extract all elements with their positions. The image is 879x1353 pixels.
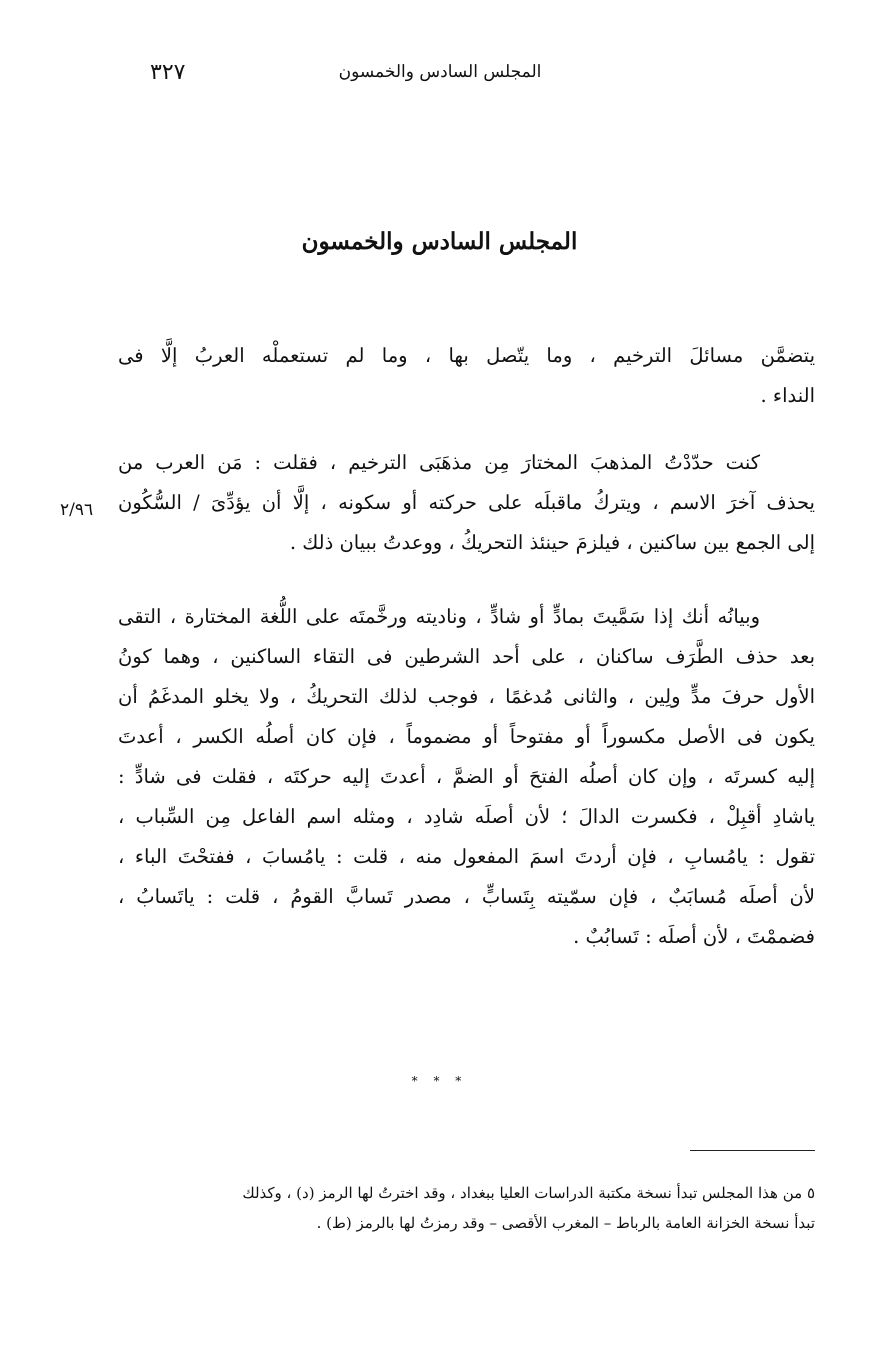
intro-line: النداء . [760, 384, 815, 407]
section-separator: * * * [411, 1074, 468, 1088]
paragraph-2-line: إليه كسرتَه ، وإن كان أصلُه الفتحَ أو الضمَّ ، أعدتَ إليه حركتَه ، فقلت فى شادٍّ : [118, 765, 815, 788]
paragraph-2-line: وبيانُه أنك إذا سَمَّيتَ بمادٍّ أو شادٍّ ، وناديته ورخَّمتَه على اللُّغة المختارة ، التقى [118, 605, 760, 628]
paragraph-2-line: لأن أصلَه مُسابَبٌ ، فإن سمّيته بِتَسابٍّ ، مصدر تَسابَّ القومُ ، قلت : ياتَسابُ ، [118, 885, 815, 908]
footnote-line: تبدأ نسخة الخزانة العامة بالرباط – المغرب الأقصى – وقد رمزتُ لها بالرمز (ط) . [316, 1214, 815, 1232]
margin-folio-note: ٢/٩٦ [60, 500, 94, 520]
paragraph-1-line: إلى الجمع بين ساكنين ، فيلزمَ حينئذ التحريكُ ، ووعدتُ ببيان ذلك . [289, 531, 815, 554]
running-title: المجلس السادس والخمسون [338, 62, 542, 82]
paragraph-2-line: تقول : يامُسابِ ، فإن أردتَ اسمَ المفعول منه ، قلت : يامُسابَ ، ففتحْتَ الباء ، [118, 845, 815, 868]
paragraph-1-line: يحذف آخرَ الاسم ، ويتركُ ماقبلَه على حركته أو سكونه ، إلَّا أن يؤدِّىَ / السُّكُون [118, 491, 815, 514]
paragraph-2-line: بعد حذف الطَّرَف ساكنان ، على أحد الشرطين فى التقاء الساكنين ، وهما كونُ [118, 645, 815, 668]
paragraph-2-line: الأول حرفَ مدٍّ ولِين ، والثانى مُدغمًا ، فوجب لذلك التحريكُ ، ولا يخلو المدغَمُ أن [118, 685, 815, 708]
paragraph-1-line: كنت حدّدْتُ المذهبَ المختارَ مِن مذهَبَى الترخيم ، فقلت : مَن العرب من [118, 451, 760, 474]
paragraph-2 [118, 597, 815, 957]
running-header [0, 60, 879, 90]
paragraph-2-line: فضممْتَ ، لأن أصلَه : تَسابُبٌ . [573, 925, 815, 948]
paragraph-1 [118, 443, 815, 563]
footnote [105, 1178, 815, 1238]
paragraph-2-line: ياشادِ أقبِلْ ، فكسرت الدالَ ؛ لأن أصلَه شادِد ، ومثله اسم الفاعل مِن السِّباب ، [118, 805, 815, 828]
intro-line: يتضمَّن مسائلَ الترخيم ، وما يتّصل بها ، وما لم تستعملْه العربُ إلَّا فى [118, 344, 815, 367]
chapter-title: المجلس السادس والخمسون [301, 228, 578, 255]
footnote-divider [690, 1150, 815, 1151]
paragraph-2-line: يكون فى الأصل مكسوراً أو مفتوحاً أو مضموماً ، فإن كان أصلُه الكسر ، أعدتَ [118, 725, 815, 748]
footnote-line: ٥ من هذا المجلس تبدأ نسخة مكتبة الدراسات العليا ببغداد ، وقد اخترتُ لها الرمز (د) ، وكذلك [242, 1184, 815, 1202]
page-number: ٣٢٧ [150, 60, 186, 85]
intro-paragraph [118, 336, 815, 416]
